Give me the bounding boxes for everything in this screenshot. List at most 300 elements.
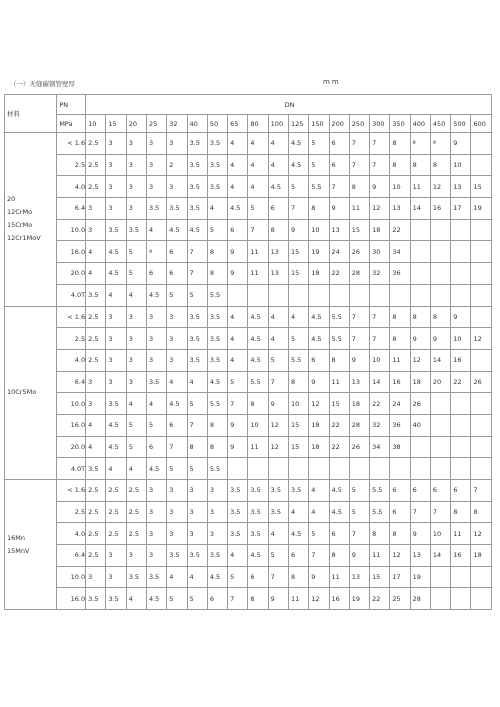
- thickness-cell: 28: [349, 414, 369, 436]
- thickness-cell: 13: [329, 219, 349, 241]
- thickness-cell: [451, 263, 471, 285]
- thickness-cell: 5: [268, 545, 288, 567]
- thickness-cell: [451, 241, 471, 263]
- table-row: [5, 349, 492, 371]
- thickness-cell: 3: [106, 198, 126, 220]
- thickness-cell: 6: [146, 436, 166, 458]
- thickness-cell: 9: [268, 393, 288, 415]
- thickness-cell: 22: [370, 393, 390, 415]
- thickness-cell: 3.5: [207, 154, 227, 176]
- thickness-cell: 3: [146, 133, 166, 155]
- thickness-cell: 3.5: [187, 349, 207, 371]
- thickness-cell: 4: [106, 458, 126, 480]
- thickness-cell: 3: [167, 328, 187, 350]
- pn-cell: 2.5: [57, 154, 86, 176]
- thickness-cell: 3: [86, 393, 106, 415]
- thickness-cell: 5: [288, 176, 308, 198]
- table-row: [5, 198, 492, 220]
- dn-size-header: 350: [390, 115, 410, 133]
- thickness-cell: 6: [167, 414, 187, 436]
- thickness-cell: 8: [248, 588, 268, 610]
- table-row: [5, 588, 492, 610]
- thickness-cell: [329, 284, 349, 306]
- thickness-cell: 3.5: [207, 133, 227, 155]
- thickness-cell: 2.5: [86, 480, 106, 502]
- thickness-cell: 3: [126, 349, 146, 371]
- thickness-cell: 6: [390, 480, 410, 502]
- material-name: 15MnV: [7, 546, 30, 555]
- pn-cell: 16.0: [57, 414, 86, 436]
- thickness-cell: 4.5: [309, 328, 329, 350]
- thickness-cell: 5: [187, 284, 207, 306]
- thickness-cell: 5.5: [207, 393, 227, 415]
- thickness-cell: 3.5: [207, 545, 227, 567]
- thickness-cell: 12: [370, 198, 390, 220]
- table-title: （一）无缝碳钢管壁厚: [10, 80, 75, 88]
- thickness-cell: 3.5: [187, 154, 207, 176]
- thickness-cell: 3: [106, 154, 126, 176]
- thickness-cell: 8: [390, 154, 410, 176]
- thickness-cell: 11: [329, 566, 349, 588]
- thickness-cell: [329, 458, 349, 480]
- thickness-cell: 3: [187, 480, 207, 502]
- thickness-cell: 4: [268, 328, 288, 350]
- thickness-cell: [248, 284, 268, 306]
- thickness-cell: 6: [329, 133, 349, 155]
- thickness-cell: 2.5: [86, 349, 106, 371]
- thickness-cell: 8: [207, 436, 227, 458]
- thickness-cell: 4.5: [207, 566, 227, 588]
- thickness-cell: [288, 458, 308, 480]
- thickness-cell: 11: [390, 349, 410, 371]
- material-name: 20: [7, 195, 16, 204]
- thickness-cell: 5.5: [309, 176, 329, 198]
- pn-cell: 4.0T: [57, 458, 86, 480]
- table-row: [5, 414, 492, 436]
- thickness-cell: 8: [370, 523, 390, 545]
- pn-cell: 6.4: [57, 545, 86, 567]
- thickness-cell: [370, 284, 390, 306]
- thickness-cell: 16: [430, 198, 450, 220]
- dn-size-header: 10: [86, 115, 106, 133]
- pn-cell: 16.0: [57, 241, 86, 263]
- thickness-cell: 7: [370, 133, 390, 155]
- thickness-cell: 13: [349, 566, 369, 588]
- thickness-cell: 4: [86, 414, 106, 436]
- thickness-cell: 10: [430, 523, 450, 545]
- dn-size-header: 50: [207, 115, 227, 133]
- thickness-cell: 36: [390, 414, 410, 436]
- thickness-cell: 6: [248, 566, 268, 588]
- pn-cell: 10.0: [57, 219, 86, 241]
- material-cell: [5, 480, 57, 610]
- thickness-cell: 4: [268, 306, 288, 328]
- thickness-cell: 3.5: [228, 501, 248, 523]
- thickness-cell: 3: [126, 198, 146, 220]
- pn-cell: 10.0: [57, 566, 86, 588]
- thickness-cell: 3.5: [187, 198, 207, 220]
- thickness-cell: 13: [410, 545, 430, 567]
- thickness-cell: 2.5: [86, 306, 106, 328]
- thickness-cell: 10: [390, 176, 410, 198]
- thickness-cell: 10: [309, 219, 329, 241]
- thickness-cell: 2.5: [106, 501, 126, 523]
- thickness-cell: 5: [349, 501, 369, 523]
- thickness-cell: 13: [268, 263, 288, 285]
- thickness-cell: 4: [167, 371, 187, 393]
- thickness-cell: 3: [106, 349, 126, 371]
- thickness-cell: 3: [126, 371, 146, 393]
- thickness-cell: 3: [126, 133, 146, 155]
- thickness-cell: 19: [309, 241, 329, 263]
- dn-size-header: 300: [370, 115, 390, 133]
- thickness-cell: 3.5: [126, 566, 146, 588]
- material-name: 16Mn: [7, 533, 25, 542]
- thickness-cell: 5: [309, 523, 329, 545]
- pn-unit-header: MPa: [57, 115, 86, 133]
- thickness-cell: 8: [349, 176, 369, 198]
- thickness-cell: 3: [167, 176, 187, 198]
- thickness-cell: 8: [268, 219, 288, 241]
- thickness-cell: 5: [248, 198, 268, 220]
- thickness-cell: 6: [146, 263, 166, 285]
- thickness-cell: 19: [410, 566, 430, 588]
- thickness-cell: 8: [288, 566, 308, 588]
- thickness-cell: 6: [329, 154, 349, 176]
- pn-cell: 4.0: [57, 523, 86, 545]
- thickness-cell: 11: [329, 371, 349, 393]
- thickness-cell: 20: [430, 371, 450, 393]
- thickness-cell: 5: [167, 588, 187, 610]
- thickness-cell: 6: [451, 480, 471, 502]
- thickness-cell: 6: [309, 349, 329, 371]
- thickness-cell: 3.5: [126, 219, 146, 241]
- table-row: [5, 219, 492, 241]
- dn-size-header: 200: [329, 115, 349, 133]
- thickness-cell: 3.5: [288, 480, 308, 502]
- thickness-cell: [430, 458, 450, 480]
- table-row: [5, 393, 492, 415]
- thickness-cell: 3: [106, 545, 126, 567]
- thickness-cell: 9: [349, 349, 369, 371]
- thickness-cell: 14: [430, 349, 450, 371]
- thickness-cell: 4: [228, 545, 248, 567]
- thickness-cell: 7: [309, 545, 329, 567]
- thickness-cell: 4.5: [106, 241, 126, 263]
- thickness-cell: 32: [370, 263, 390, 285]
- thickness-cell: 4: [86, 436, 106, 458]
- unit-label: mm: [323, 78, 341, 86]
- thickness-cell: 4.5: [187, 219, 207, 241]
- thickness-cell: 6: [288, 545, 308, 567]
- thickness-cell: 2.5: [86, 154, 106, 176]
- thickness-cell: 8: [451, 501, 471, 523]
- thickness-cell: 4.5: [288, 133, 308, 155]
- thickness-cell: 5.5: [329, 306, 349, 328]
- thickness-cell: [268, 458, 288, 480]
- thickness-cell: 4: [228, 133, 248, 155]
- material-cell: [5, 306, 57, 480]
- thickness-cell: 3: [187, 501, 207, 523]
- thickness-cell: 4.5: [268, 176, 288, 198]
- thickness-cell: 3: [146, 306, 166, 328]
- table-row: [5, 263, 492, 285]
- pn-cell: 4.0: [57, 176, 86, 198]
- thickness-cell: [451, 458, 471, 480]
- thickness-cell: 7: [471, 480, 492, 502]
- table-row: [5, 241, 492, 263]
- thickness-cell: 3.5: [86, 458, 106, 480]
- thickness-cell: 3.5: [207, 176, 227, 198]
- thickness-cell: 3.5: [207, 328, 227, 350]
- header-row-top: [5, 95, 492, 115]
- thickness-cell: 8: [390, 523, 410, 545]
- thickness-cell: 5: [309, 154, 329, 176]
- thickness-cell: 4: [228, 306, 248, 328]
- table-row: [5, 501, 492, 523]
- thickness-cell: [451, 436, 471, 458]
- thickness-cell: 7: [349, 306, 369, 328]
- thickness-cell: [410, 263, 430, 285]
- thickness-cell: 3.5: [86, 588, 106, 610]
- thickness-cell: 3.5: [207, 306, 227, 328]
- dn-size-header: 100: [268, 115, 288, 133]
- thickness-cell: 6: [268, 198, 288, 220]
- thickness-cell: [451, 219, 471, 241]
- thickness-cell: 10: [370, 349, 390, 371]
- thickness-cell: 34: [370, 436, 390, 458]
- thickness-cell: 6: [390, 501, 410, 523]
- material-name: 12CrMo: [7, 208, 33, 217]
- thickness-cell: 8: [430, 154, 450, 176]
- thickness-cell: 3: [146, 480, 166, 502]
- thickness-cell: [471, 588, 492, 610]
- thickness-cell: 4: [207, 198, 227, 220]
- thickness-cell: 4.5: [146, 588, 166, 610]
- dn-size-header: 80: [248, 115, 268, 133]
- thickness-cell: 9: [451, 133, 471, 155]
- thickness-cell: [471, 284, 492, 306]
- thickness-cell: 5: [167, 458, 187, 480]
- thickness-cell: 9: [309, 371, 329, 393]
- thickness-cell: 4: [309, 501, 329, 523]
- thickness-cell: 8: [288, 371, 308, 393]
- thickness-cell: 7: [187, 241, 207, 263]
- thickness-cell: 4: [146, 393, 166, 415]
- thickness-cell: 7: [370, 154, 390, 176]
- thickness-cell: 3: [207, 480, 227, 502]
- thickness-cell: [451, 284, 471, 306]
- pn-cell: < 1.6: [57, 480, 86, 502]
- thickness-cell: 18: [309, 414, 329, 436]
- thickness-cell: 4: [228, 349, 248, 371]
- thickness-cell: 13: [451, 176, 471, 198]
- thickness-cell: [471, 414, 492, 436]
- thickness-cell: 8: [471, 501, 492, 523]
- thickness-cell: 5: [349, 480, 369, 502]
- material-name: 12Cr1MoV: [7, 234, 41, 243]
- thickness-cell: [471, 393, 492, 415]
- thickness-cell: 5.5: [370, 480, 390, 502]
- thickness-cell: 5: [288, 328, 308, 350]
- thickness-cell: 22: [390, 219, 410, 241]
- thickness-cell: [410, 219, 430, 241]
- thickness-cell: 7: [228, 393, 248, 415]
- thickness-cell: 40: [410, 414, 430, 436]
- thickness-cell: 18: [349, 393, 369, 415]
- thickness-cell: 3: [86, 371, 106, 393]
- thickness-cell: 4.5: [106, 414, 126, 436]
- dn-size-header: 150: [309, 115, 329, 133]
- thickness-cell: 11: [370, 545, 390, 567]
- table-row: [5, 523, 492, 545]
- thickness-cell: 12: [309, 393, 329, 415]
- thickness-cell: 26: [410, 393, 430, 415]
- thickness-cell: 7: [370, 306, 390, 328]
- thickness-cell: 4: [126, 393, 146, 415]
- table-row: [5, 306, 492, 328]
- thickness-cell: 7: [349, 133, 369, 155]
- thickness-cell: 7: [430, 501, 450, 523]
- dn-size-header: 40: [187, 115, 207, 133]
- thickness-cell: 6: [329, 523, 349, 545]
- thickness-cell: 8: [207, 263, 227, 285]
- thickness-cell: 30: [370, 241, 390, 263]
- thickness-cell: 11: [288, 588, 308, 610]
- thickness-cell: 7: [349, 328, 369, 350]
- thickness-cell: 15: [370, 566, 390, 588]
- thickness-cell: 3: [86, 219, 106, 241]
- thickness-cell: 26: [349, 241, 369, 263]
- thickness-cell: 7: [349, 523, 369, 545]
- thickness-cell: 5: [268, 349, 288, 371]
- thickness-cell: 5.5: [370, 501, 390, 523]
- thickness-cell: 8: [410, 306, 430, 328]
- thickness-cell: 4: [126, 458, 146, 480]
- thickness-cell: 3.5: [248, 501, 268, 523]
- thickness-cell: 3: [167, 133, 187, 155]
- thickness-cell: 2.5: [106, 480, 126, 502]
- thickness-cell: 11: [248, 436, 268, 458]
- thickness-cell: 12: [430, 176, 450, 198]
- thickness-cell: [309, 284, 329, 306]
- thickness-cell: 5: [187, 588, 207, 610]
- thickness-cell: [390, 458, 410, 480]
- thickness-cell: [451, 393, 471, 415]
- thickness-cell: [410, 436, 430, 458]
- header-row-sizes: [5, 115, 492, 133]
- thickness-cell: 9: [410, 328, 430, 350]
- thickness-cell: 5: [126, 263, 146, 285]
- thickness-cell: 12: [410, 349, 430, 371]
- thickness-cell: 4: [228, 328, 248, 350]
- thickness-cell: [268, 284, 288, 306]
- thickness-cell: 5: [187, 393, 207, 415]
- thickness-cell: 4: [167, 566, 187, 588]
- thickness-cell: 3: [146, 545, 166, 567]
- thickness-cell: 13: [390, 198, 410, 220]
- thickness-cell: 18: [471, 545, 492, 567]
- thickness-cell: 5.5: [207, 284, 227, 306]
- thickness-cell: 5: [207, 219, 227, 241]
- thickness-cell: [430, 284, 450, 306]
- thickness-cell: 9: [268, 588, 288, 610]
- thickness-cell: [349, 284, 369, 306]
- thickness-cell: 4.5: [288, 523, 308, 545]
- thickness-cell: 6: [430, 480, 450, 502]
- thickness-cell: [471, 566, 492, 588]
- thickness-cell: 6: [410, 480, 430, 502]
- thickness-cell: 5: [126, 414, 146, 436]
- thickness-cell: 4.5: [288, 154, 308, 176]
- thickness-cell: 5.5: [329, 328, 349, 350]
- thickness-cell: 5: [187, 458, 207, 480]
- thickness-cell: 26: [349, 436, 369, 458]
- thickness-cell: 4.5: [106, 436, 126, 458]
- thickness-cell: 2.5: [86, 328, 106, 350]
- thickness-cell: 4.5: [248, 306, 268, 328]
- thickness-cell: 4: [86, 241, 106, 263]
- thickness-cell: 4: [86, 263, 106, 285]
- thickness-cell: 3.5: [106, 588, 126, 610]
- thickness-cell: 3: [207, 501, 227, 523]
- pn-cell: 4.0: [57, 349, 86, 371]
- thickness-cell: 11: [248, 263, 268, 285]
- thickness-cell: 3: [86, 198, 106, 220]
- thickness-cell: 9: [349, 545, 369, 567]
- thickness-cell: 4: [248, 154, 268, 176]
- thickness-cell: 15: [288, 241, 308, 263]
- thickness-cell: 4: [248, 176, 268, 198]
- thickness-cell: [228, 284, 248, 306]
- thickness-cell: [410, 458, 430, 480]
- dn-size-header: 15: [106, 115, 126, 133]
- thickness-cell: 4.5: [248, 349, 268, 371]
- thickness-cell: 4.5: [146, 284, 166, 306]
- thickness-cell: [430, 566, 450, 588]
- thickness-cell: [471, 263, 492, 285]
- thickness-cell: 9: [309, 566, 329, 588]
- thickness-cell: 3: [146, 523, 166, 545]
- thickness-cell: 9: [451, 306, 471, 328]
- thickness-cell: 12: [268, 414, 288, 436]
- thickness-cell: 3: [167, 349, 187, 371]
- thickness-cell: 12: [390, 545, 410, 567]
- dn-size-header: 450: [430, 115, 450, 133]
- table-row: [5, 480, 492, 502]
- thickness-cell: 3.5: [248, 523, 268, 545]
- thickness-cell: 4: [268, 133, 288, 155]
- dn-size-header: 20: [126, 115, 146, 133]
- thickness-cell: 4: [288, 306, 308, 328]
- thickness-cell: 2.5: [86, 545, 106, 567]
- thickness-cell: 3.5: [268, 501, 288, 523]
- thickness-cell: 6: [228, 219, 248, 241]
- thickness-cell: 3.5: [146, 566, 166, 588]
- thickness-cell: 11: [349, 198, 369, 220]
- thickness-cell: 5: [228, 566, 248, 588]
- thickness-cell: 16: [451, 545, 471, 567]
- thickness-cell: 25: [390, 588, 410, 610]
- thickness-cell: 8: [329, 349, 349, 371]
- material-name: 10Cr5Mo: [7, 388, 37, 397]
- thickness-cell: 2.5: [126, 501, 146, 523]
- thickness-cell: 3: [146, 176, 166, 198]
- thickness-cell: 4.5: [248, 545, 268, 567]
- thickness-cell: 3: [126, 176, 146, 198]
- thickness-cell: 8: [390, 328, 410, 350]
- thickness-cell: 4: [309, 480, 329, 502]
